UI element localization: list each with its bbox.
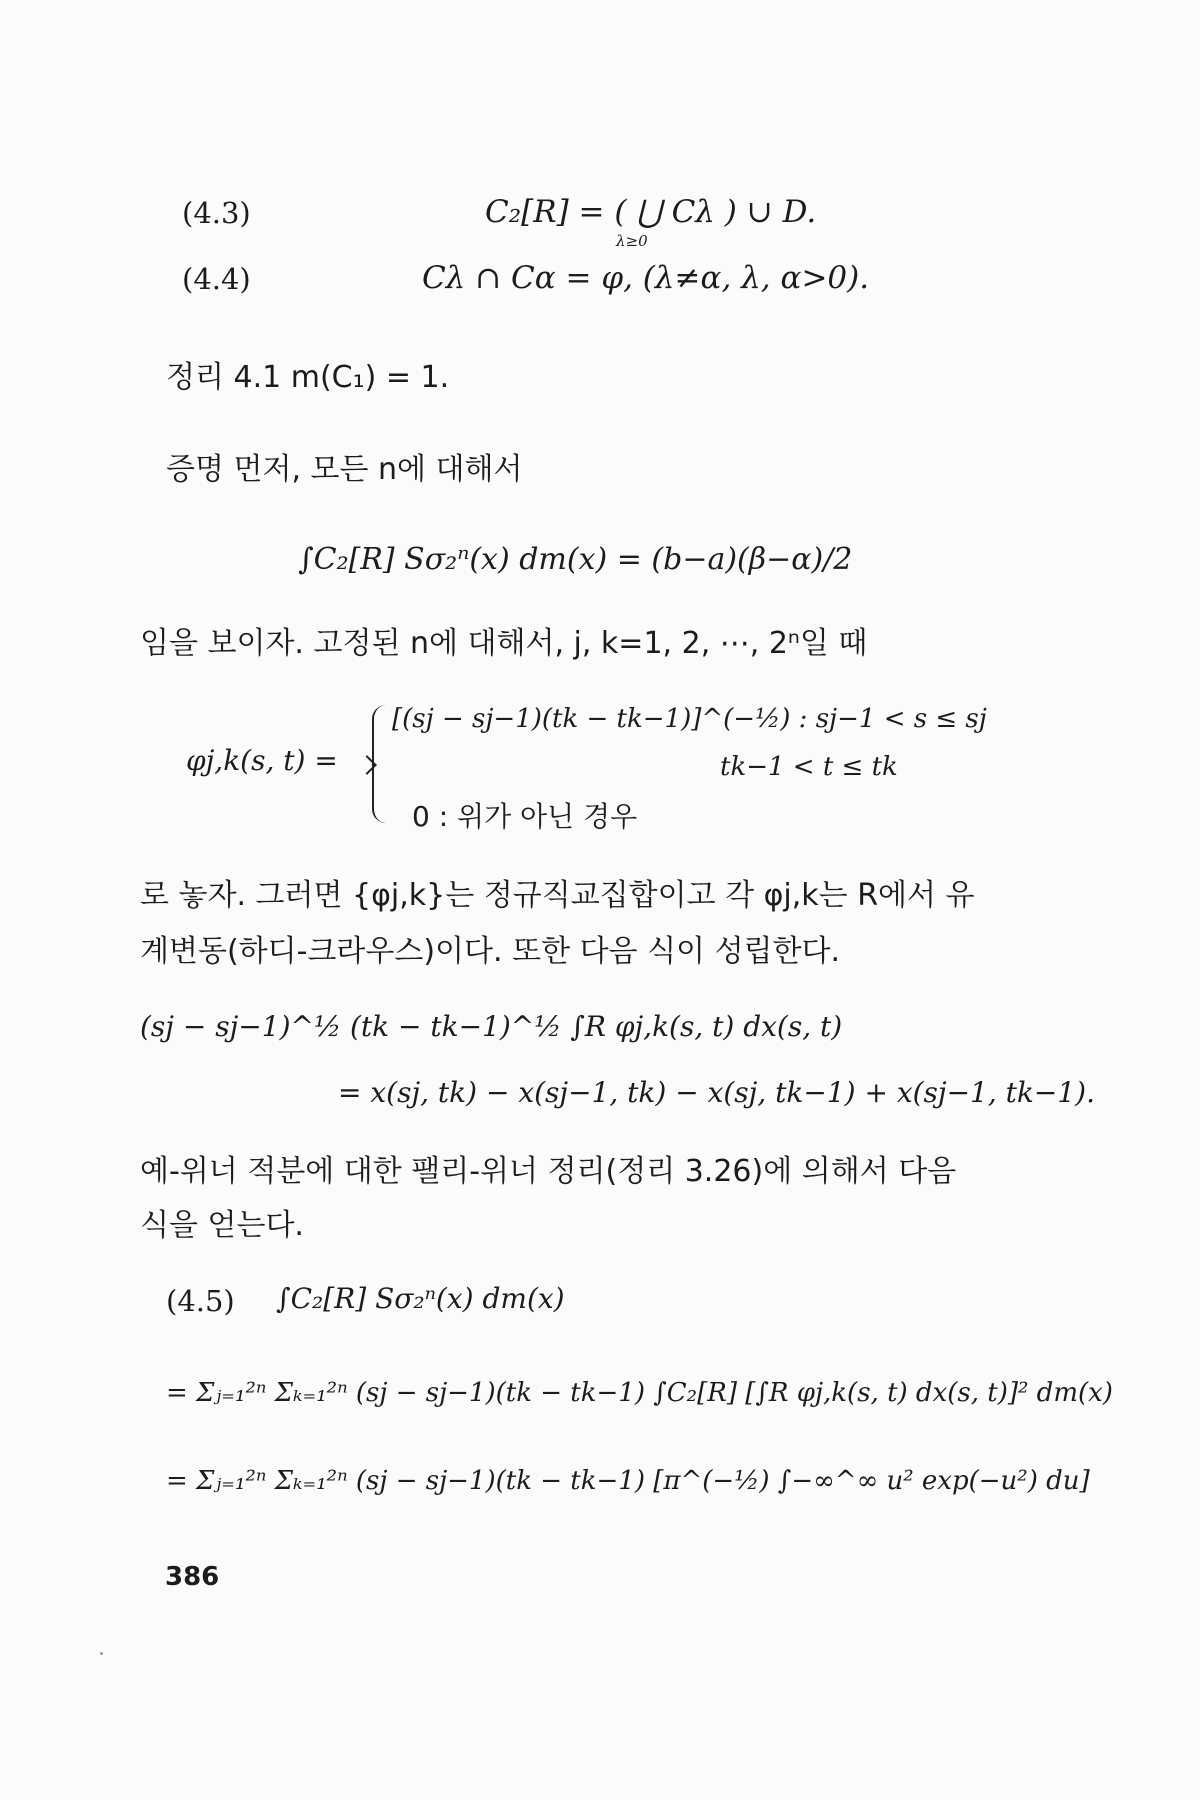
equation-label-4-4: (4.4)	[182, 262, 251, 296]
equation-4-3: C₂[R] = ( ⋃ Cλ ) ∪ D.	[485, 194, 817, 230]
text-wiener-line-1: 예-위너 적분에 대한 팰리-위너 정리(정리 3.26)에 의해서 다음	[140, 1154, 957, 1189]
text-set-line-1: 로 놓자. 그러면 {φj,k}는 정규직교집합이고 각 φj,k는 R에서 유	[140, 878, 975, 913]
phi-case-1: [(sj − sj−1)(tk − tk−1)]^(−½) : sj−1 < s ≤ sj	[392, 704, 987, 734]
equation-4-5-line-1: ∫C₂[R] Sσ₂ⁿ(x) dm(x)	[276, 1282, 565, 1315]
scan-speck	[100, 1652, 103, 1655]
text-set-line-2: 계변동(하디-크라우스)이다. 또한 다음 식이 성립한다.	[140, 934, 841, 969]
equation-increment-line-2: = x(sj, tk) − x(sj−1, tk) − x(sj, tk−1) + x(sj−1, tk−1).	[338, 1076, 1095, 1109]
text-show-line: 임을 보이자. 고정된 n에 대해서, j, k=1, 2, ⋯, 2ⁿ일 때	[140, 626, 868, 661]
equation-4-5-line-3: = Σⱼ₌₁²ⁿ Σₖ₌₁²ⁿ (sj − sj−1)(tk − tk−1) [π^(−½) ∫−∞^∞ u² exp(−u²) du]	[166, 1466, 1090, 1496]
equation-label-4-5: (4.5)	[166, 1284, 235, 1318]
equation-4-3-subscript: λ≥0	[616, 232, 648, 250]
equation-increment-line-1: (sj − sj−1)^½ (tk − tk−1)^½ ∫R φj,k(s, t) dx(s, t)	[140, 1010, 843, 1043]
equation-4-5-line-2: = Σⱼ₌₁²ⁿ Σₖ₌₁²ⁿ (sj − sj−1)(tk − tk−1) ∫C₂[R] [∫R φj,k(s, t) dx(s, t)]² dm(x)	[166, 1378, 1113, 1408]
theorem-4-1: 정리 4.1 m(C₁) = 1.	[166, 360, 450, 395]
text-wiener-line-2: 식을 얻는다.	[140, 1208, 304, 1243]
equation-4-4: Cλ ∩ Cα = φ, (λ≠α, λ, α>0).	[422, 260, 870, 296]
phi-definition-lhs: φj,k(s, t) =	[186, 744, 338, 777]
equation-label-4-3: (4.3)	[182, 196, 251, 230]
phi-case-2: 0 : 위가 아닌 경우	[412, 800, 638, 833]
integral-equation-1: ∫C₂[R] Sσ₂ⁿ(x) dm(x) = (b−a)(β−α)/2	[298, 542, 853, 577]
proof-intro: 증명 먼저, 모든 n에 대해서	[166, 452, 523, 487]
page-number: 386	[165, 1562, 220, 1592]
phi-case-1-condition: tk−1 < t ≤ tk	[720, 752, 898, 782]
